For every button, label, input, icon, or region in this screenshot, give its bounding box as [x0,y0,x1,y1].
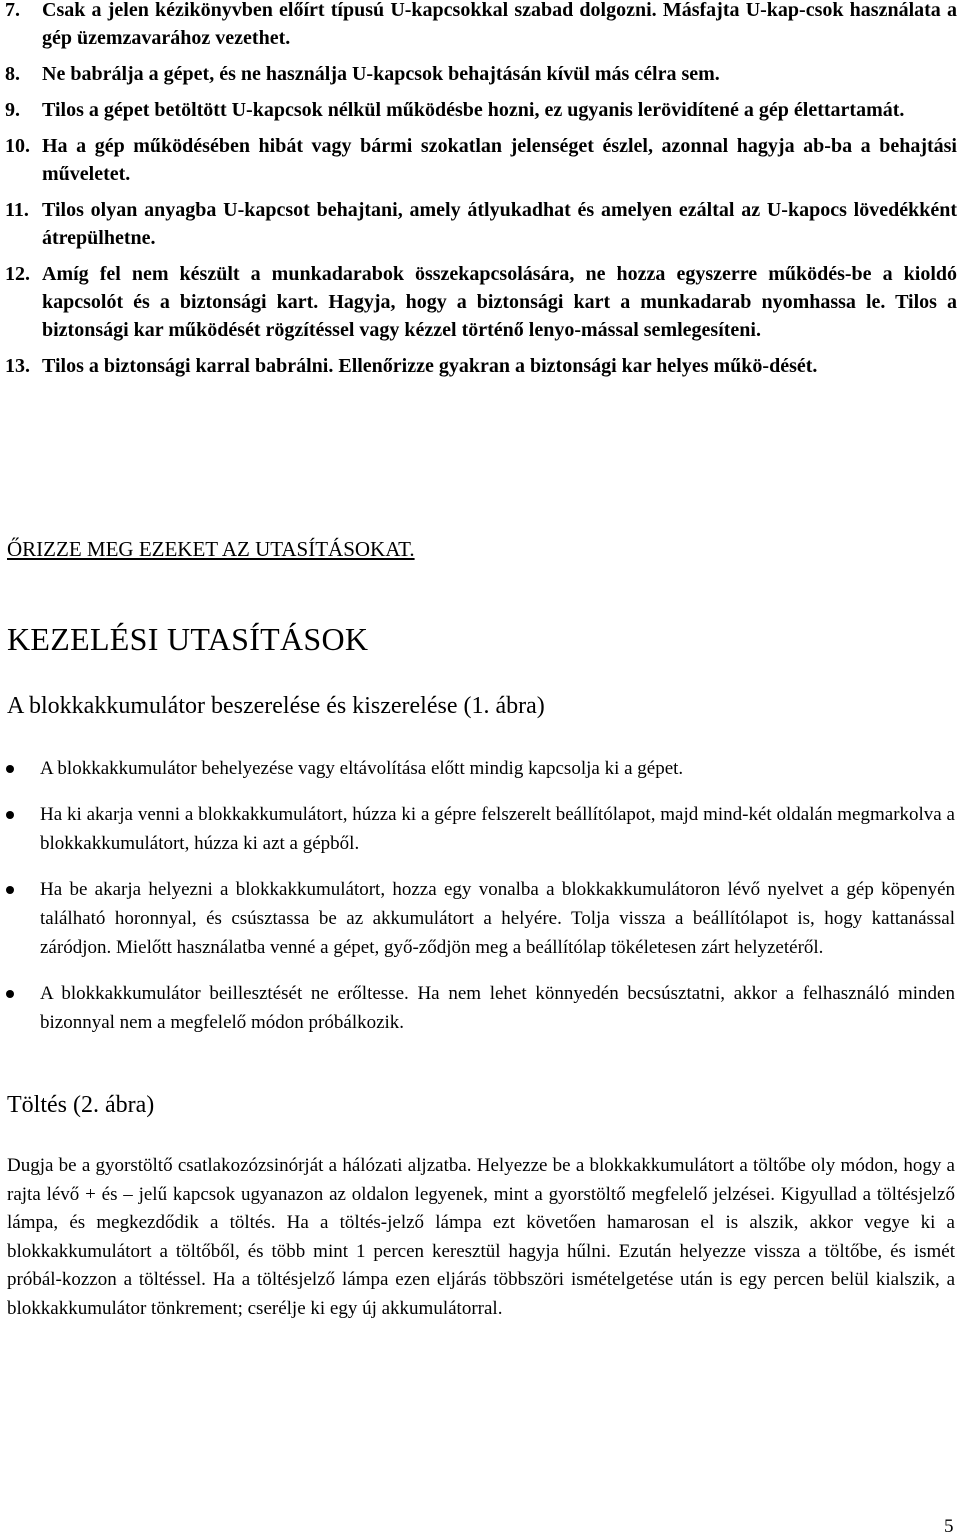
safety-item-9 [5,96,957,124]
safety-item-12 [5,260,957,344]
safety-item-10 [5,132,957,188]
item-text: Ha a gép működésében hibát vagy bármi szokatlan jelenséget észlel, azonnal hagyja ab-ba a behajtási műveletet. [42,135,957,185]
bullet-icon [6,990,14,998]
safety-instructions-list [5,0,957,388]
safety-item-13 [5,352,957,380]
item-number: 13. [5,355,30,377]
charging-heading: Töltés (2. ábra) [7,1092,155,1118]
item-number: 12. [5,263,30,285]
item-number: 7. [5,0,20,21]
bullet-text: A blokkakkumulátor beillesztését ne erőltesse. Ha nem lehet könnyedén becsúsztatni, akkor a felhasználó minden bizonnyal nem a megfelelő módon próbálkozik. [40,983,955,1033]
list-item [7,875,955,962]
section-title: KEZELÉSI UTASÍTÁSOK [7,621,369,657]
battery-instructions-list [7,754,955,1054]
item-number: 8. [5,63,20,85]
bullet-text: Ha ki akarja venni a blokkakkumulátort, húzza ki a gépre felszerelt beállítólapot, majd mind-két oldalán megmarkolva a blokkakkumulátort, húzza ki azt a gépből. [40,804,955,854]
item-text: Tilos olyan anyagba U-kapcsot behajtani, amely átlyukadhat és amelyen ezáltal az U-kapocs lövedékként átrepülhetne. [42,199,957,249]
keep-instructions-note: ŐRIZZE MEG EZEKET AZ UTASÍTÁSOKAT. [7,537,415,561]
item-number: 10. [5,135,30,157]
item-text: Amíg fel nem készült a munkadarabok összekapcsolására, ne hozza egyszerre működés-be a kioldó kapcsolót és a biztonsági kart. Hagyja, hogy a biztonsági kart a munkadarab nyomhassa le. Tilos a biztonsági kar működését rögzítéssel vagy kézzel történő lenyo-mással semlegesíteni. [42,263,957,341]
list-item [7,979,955,1037]
item-text: Tilos a biztonsági karral babrálni. Ellenőrizze gyakran a biztonsági kar helyes műkö-dését. [42,355,818,377]
item-text: Ne babrálja a gépet, és ne használja U-kapcsok behajtásán kívül más célra sem. [42,63,720,85]
list-item [7,754,955,783]
item-text: Tilos a gépet betöltött U-kapcsok nélkül működésbe hozni, ez ugyanis lerövidítené a gép élettartamát. [42,99,905,121]
bullet-icon [6,886,14,894]
bullet-text: A blokkakkumulátor behelyezése vagy eltávolítása előtt mindig kapcsolja ki a gépet. [40,758,684,779]
item-number: 9. [5,99,20,121]
bullet-icon [6,765,14,773]
battery-heading: A blokkakkumulátor beszerelése és kiszerelése (1. ábra) [7,693,545,719]
safety-item-8 [5,60,957,88]
charging-paragraph: Dugja be a gyorstöltő csatlakozózsinórját a hálózati aljzatba. Helyezze be a blokkakkumulátort a töltőbe oly módon, hogy a rajta lévő + és – jelű kapcsok ugyanazon az oldalon legyenek, mint a gyorstöltő megfelelő jelzései. Kigyullad a töltésjelző lámpa, és megkezdődik a töltés. Ha a töltés-jelző lámpa ezt követően hamarosan el is alszik, akkor vegye ki a blokkakkumulátort a töltőből, és több mint 1 percen keresztül hagyja hűlni. Ezután helyezze vissza a töltőbe, és ismét próbál-kozzon a töltéssel. Ha a töltésjelző lámpa ezen eljárás többszöri ismételgetése után is egy percen belül kialszik, a blokkakkumulátor tönkrement; cserélje ki egy új akkumulátorral. [7,1155,955,1319]
item-number: 11. [5,199,29,221]
safety-item-7 [5,0,957,52]
bullet-text: Ha be akarja helyezni a blokkakkumulátort, hozza egy vonalba a blokkakkumulátoron lévő nyelvet a gép köpenyén található horonnyal, és csúsztassa be az akkumulátort a helyére. Tolja vissza a beállítólapot is, hogy kattanással záródjon. Mielőtt használatba venné a gépet, győ-ződjön meg a beállítólap tökéletesen zárt helyzetéről. [40,879,955,958]
page-number: 5 [944,1516,954,1537]
item-text: Csak a jelen kézikönyvben előírt típusú U-kapcsokkal szabad dolgozni. Másfajta U-kap-csok használata a gép üzemzavarához vezethet. [42,0,957,49]
safety-item-11 [5,196,957,252]
list-item [7,800,955,858]
bullet-icon [6,811,14,819]
